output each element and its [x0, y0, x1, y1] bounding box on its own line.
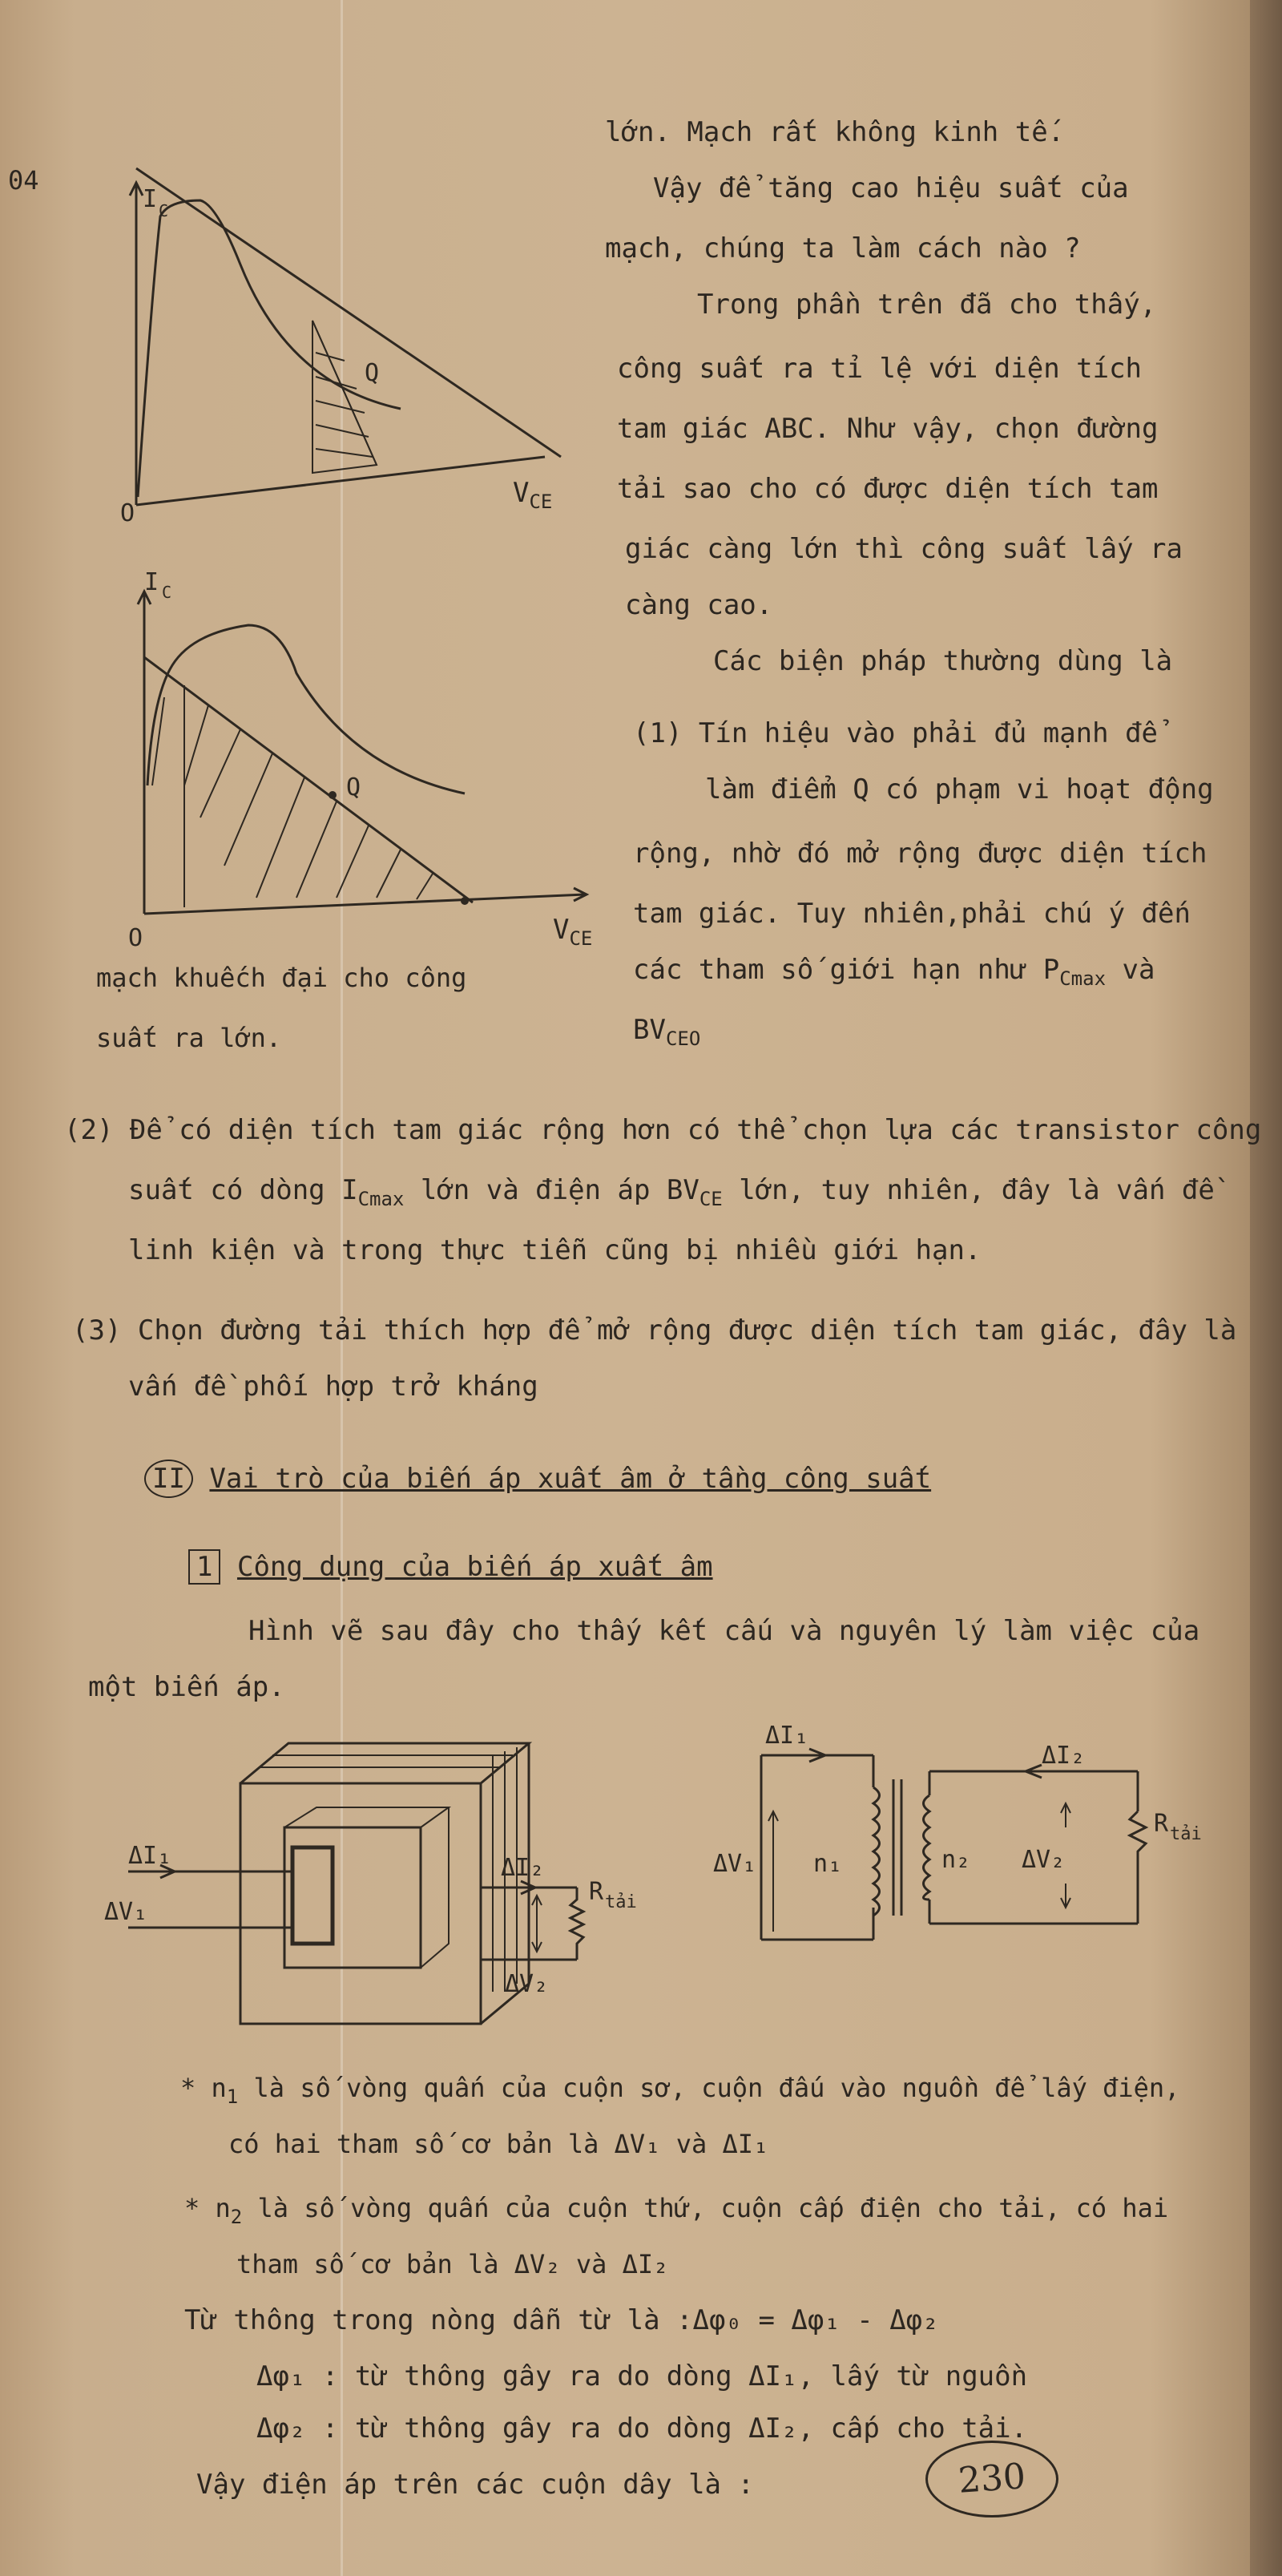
svg-text:n₂: n₂	[941, 1846, 971, 1874]
bullet-1-line-2: có hai tham số cơ bản là ΔV₁ và ΔI₁	[228, 2129, 769, 2159]
flux-line-2: Δφ₁ : từ thông gây ra do dòng ΔI₁, lấy từ nguồn	[256, 2360, 1028, 2392]
svg-text:ΔI₂: ΔI₂	[1042, 1742, 1086, 1770]
right-line-9: càng cao.	[625, 589, 773, 621]
handwritten-page-number: 230	[925, 2441, 1058, 2517]
section-number: II	[144, 1460, 193, 1498]
caption-line-1: mạch khuếch đại cho công	[96, 963, 467, 993]
subsection-heading	[188, 1551, 713, 1583]
subsection-number: 1	[188, 1549, 220, 1585]
item2-line-1: (2) Để có diện tích tam giác rộng hơn có thể chọn lựa các transistor công	[64, 1114, 1262, 1146]
bullet-2-line-2: tham số cơ bản là ΔV₂ và ΔI₂	[236, 2249, 669, 2279]
bullet-2-line-1: * $n_2$ là số vòng quấn của cuộn thứ, cuộn cấp điện cho tải, có hai	[184, 2193, 1169, 2228]
svg-text:n₁: n₁	[813, 1850, 843, 1878]
book-edge	[1250, 0, 1282, 2576]
intro-line-1: Hình vẽ sau đây cho thấy kết cấu và nguyên lý làm việc của	[248, 1615, 1200, 1647]
graph2-x-label: $V_{CE}$	[553, 914, 593, 950]
right-line-3: mạch, chúng ta làm cách nào ?	[605, 232, 1081, 264]
right-line-10: Các biện pháp thường dùng là	[713, 645, 1173, 677]
right-line-2: Vậy để tăng cao hiệu suất của	[653, 172, 1129, 204]
svg-text:ΔV₁: ΔV₁	[713, 1850, 757, 1878]
svg-text:ΔI₁: ΔI₁	[765, 1722, 809, 1750]
svg-text:tải: tải	[605, 1892, 637, 1912]
svg-text:Q: Q	[365, 359, 380, 387]
svg-text:O: O	[120, 499, 135, 527]
right-line-13: rộng, nhờ đó mở rộng được diện tích	[633, 838, 1207, 870]
right-line-15: các tham số giới hạn như $P_{Cmax}$ và	[633, 954, 1155, 990]
right-line-8: giác càng lớn thì công suất lấy ra	[625, 533, 1183, 565]
right-line-12: làm điểm Q có phạm vi hoạt động	[705, 773, 1214, 806]
item3-line-1: (3) Chọn đường tải thích hợp để mở rộng được diện tích tam giác, đây là	[72, 1314, 1237, 1347]
right-line-14: tam giác. Tuy nhiên,phải chú ý đến	[633, 898, 1191, 930]
svg-text:tải: tải	[1170, 1824, 1202, 1844]
right-line-5: công suất ra tỉ lệ với diện tích	[617, 353, 1143, 385]
page-number: 04	[8, 165, 39, 196]
right-line-7: tải sao cho có được diện tích tam	[617, 473, 1159, 505]
right-line-16: $BV_{CEO}$	[633, 1014, 701, 1050]
svg-text:I: I	[144, 568, 159, 596]
svg-text:O: O	[128, 924, 143, 952]
graph1-y-label: I	[143, 185, 158, 213]
intro-line-2: một biến áp.	[88, 1671, 285, 1703]
svg-text:ΔV₁: ΔV₁	[104, 1898, 148, 1926]
item2-line-3: linh kiện và trong thực tiễn cũng bị nhiều giới hạn.	[128, 1234, 982, 1266]
graph1-x-label: $V_{CE}$	[513, 477, 553, 513]
right-line-11: (1) Tín hiệu vào phải đủ mạnh để	[633, 717, 1159, 749]
svg-text:ΔI₂: ΔI₂	[501, 1854, 545, 1882]
transformer-schematic-figure	[713, 1699, 1210, 1964]
svg-text:C: C	[162, 583, 172, 602]
bullet-1-line-1: * $n_1$ là số vòng quấn của cuộn sơ, cuộn đấu vào nguồn để lấy điện,	[180, 2073, 1180, 2108]
right-line-6: tam giác ABC. Như vậy, chọn đường	[617, 413, 1159, 445]
svg-text:ΔI₁: ΔI₁	[128, 1842, 172, 1870]
flux-line-1: Từ thông trong nòng dẫn từ là :Δφ₀ = Δφ₁ - Δφ₂	[184, 2304, 939, 2336]
flux-line-3: Δφ₂ : từ thông gây ra do dòng ΔI₂, cấp cho tải.	[256, 2412, 1028, 2445]
svg-text:R: R	[589, 1878, 604, 1906]
right-line-1: lớn. Mạch rất không kinh tế.	[605, 116, 1065, 148]
svg-text:ΔV₂: ΔV₂	[1022, 1846, 1066, 1874]
transformer-core-figure	[104, 1727, 681, 2072]
section-title: Vai trò của biến áp xuất âm ở tầng công suất	[209, 1463, 932, 1495]
svg-text:Q: Q	[346, 773, 361, 801]
section-heading	[144, 1463, 931, 1495]
item3-line-2: vấn đề phối hợp trở kháng	[128, 1371, 538, 1403]
svg-text:C: C	[159, 201, 169, 220]
flux-line-4: Vậy điện áp trên các cuộn dây là :	[196, 2469, 754, 2501]
svg-text:R: R	[1154, 1810, 1169, 1838]
right-line-4: Trong phần trên đã cho thấy,	[697, 289, 1157, 321]
graph-1	[80, 168, 561, 527]
caption-line-2: suất ra lớn.	[96, 1023, 282, 1053]
item2-line-2: suất có dòng $I_{Cmax}$ lớn và điện áp $BV_{CE}$ lớn, tuy nhiên, đây là vấn đề	[128, 1174, 1215, 1210]
subsection-title: Công dụng của biến áp xuất âm	[236, 1551, 713, 1583]
svg-text:ΔV₂: ΔV₂	[505, 1970, 549, 1998]
